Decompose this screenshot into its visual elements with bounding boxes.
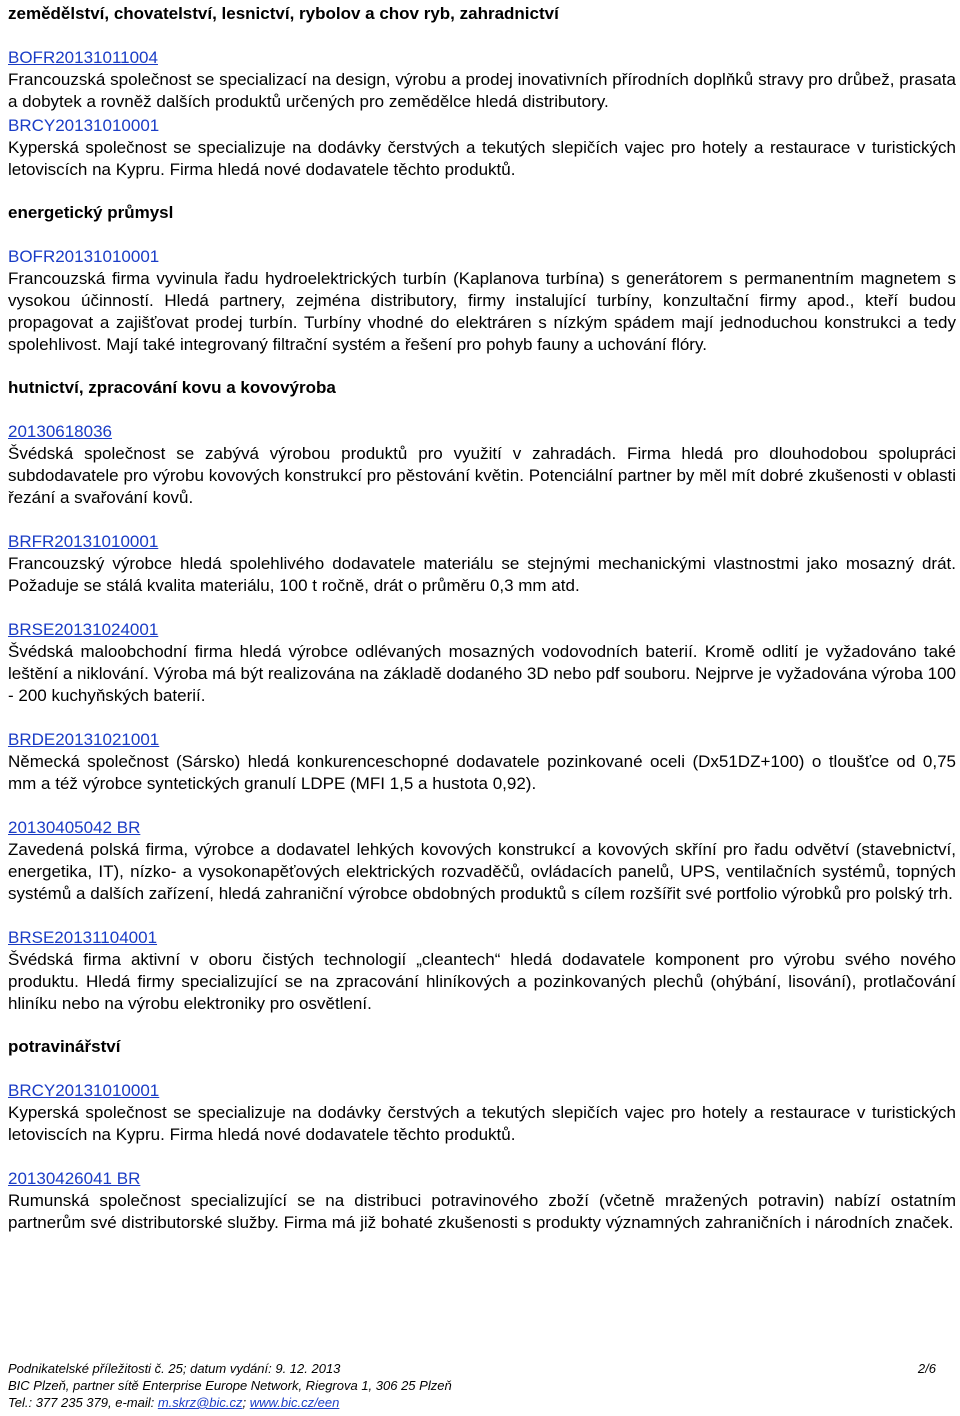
footer-separator: ; (242, 1395, 250, 1410)
footer-contact (8, 1394, 936, 1411)
section-food (8, 1036, 956, 1234)
entry-code-link[interactable]: BRSE20131104001 (8, 928, 158, 947)
entry-text: Švédská firma aktivní v oboru čistých technologií „cleantech“ hledá dodavatele komponent pro výrobu svého nového produktu. Hledá firmy specializující se na zpracování hliníkových a pozinkovaných plechů (ohýbání, lisování), protlačování hliníku nebo na výrobu elektroniky pro osvětlení. (8, 950, 956, 1013)
page-footer (8, 1360, 936, 1411)
email-link[interactable]: m.skrz@bic.cz (157, 1395, 243, 1410)
entry (8, 729, 956, 795)
entry-text: Kyperská společnost se specializuje na dodávky čerstvých a tekutých slepičích vajec pro hotely a restaurace v turistických letoviscích na Kypru. Firma hledá nové dodavatele těchto produktů. (8, 1103, 956, 1144)
entry (8, 817, 956, 905)
entry-code-link[interactable]: BRFR20131010001 (8, 532, 159, 551)
entry-text: Zavedená polská firma, výrobce a dodavatel lehkých kovových konstrukcí a kovových skříní pro řadu odvětví (stavebnictví, energetika, IT), nízko- a vysokonapěťových elektrických rozvaděčů, ovládacích panelů, UPS, ventilačních systémů, topných systémů a dalších zařízení, hledá zahraniční výrobce obdobných produktů s cílem rozšířit své portfolio výrobků pro polský trh. (8, 840, 956, 903)
entry-text: Francouzská společnost se specializací na design, výrobu a prodej inovativních přírodních doplňků stravy pro drůbež, prasata a dobytek a rovněž dalších produktů určených pro zemědělce hledá distributory. (8, 70, 956, 111)
section-agriculture (8, 3, 956, 181)
entry-text: Rumunská společnost specializující se na distribuci potravinového zboží (včetně mražených potravin) nabízí ostatním partnerům své distributorské služby. Firma má již bohaté zkušenosti s produkty významných zahraničních i národních značek. (8, 1191, 956, 1232)
entry (8, 531, 956, 597)
section-metallurgy (8, 377, 956, 1015)
entry (8, 1080, 956, 1146)
website-link[interactable]: www.bic.cz/een (249, 1395, 340, 1410)
entry (8, 927, 956, 1015)
entry (8, 421, 956, 509)
entry-code-link[interactable]: BRSE20131024001 (8, 620, 159, 639)
entry-code-link[interactable]: BRDE20131021001 (8, 730, 160, 749)
section-heading: hutnictví, zpracování kovu a kovovýroba (8, 378, 336, 397)
entry-text: Francouzský výrobce hledá spolehlivého dodavatele materiálu se stejnými mechanickými vlastnostmi jako mosazný drát. Požaduje se stálá kvalita materiálu, 100 t ročně, drát o průměru 0,3 mm atd. (8, 554, 956, 595)
document-page (8, 0, 956, 1234)
entry-text: Švédská maloobchodní firma hledá výrobce odlévaných mosazných vodovodních baterií. Kromě odlití je vyžadováno také leštění a niklování. Výroba má být realizována na základě dodaného 3D nebo pdf souboru. Nejprve je vyžadována výroba 100 - 200 kuchyňských baterií. (8, 642, 956, 705)
section-energy (8, 202, 956, 356)
entry-text: Švédská společnost se zabývá výrobou produktů pro využití v zahradách. Firma hledá pro dlouhodobou spolupráci subdodavatele pro výrobu kovových konstrukcí pro pěstování květin. Potenciální partner by měl mít dobré zkušenosti v oblasti řezání a svařování kovů. (8, 444, 956, 507)
entry-text: Německá společnost (Sársko) hledá konkurenceschopné dodavatele pozinkované oceli (Dx51DZ+100) o tloušťce od 0,75 mm a též výrobce syntetických granulí LDPE (MFI 1,5 a hustota 0,92). (8, 752, 956, 793)
entry-text: Francouzská firma vyvinula řadu hydroelektrických turbín (Kaplanova turbína) s generátorem s permanentním magnetem s vysokou účinností. Hledá partnery, zejména distributory, firmy instalující turbíny, konzultační firmy apod., kteří budou propagovat a zajišťovat prodej turbín. Turbíny vhodné do elektráren s nízkým spádem mají jednoduchou konstrukci a tedy spolehlivost. Mají také integrovaný filtrační systém a řešení pro pohyb fauny a uchování flóry. (8, 269, 956, 354)
section-heading: zemědělství, chovatelství, lesnictví, rybolov a chov ryb, zahradnictví (8, 4, 559, 23)
section-heading: energetický průmysl (8, 203, 174, 222)
footer-contact-prefix: Tel.: 377 235 379, e-mail: (8, 1395, 158, 1410)
entry-code-link[interactable]: BRCY20131010001 (8, 1081, 160, 1100)
page-number: 2/6 (917, 1361, 936, 1376)
entry-code-link[interactable]: 20130426041 BR (8, 1169, 141, 1188)
entry (8, 1168, 956, 1234)
entry (8, 115, 956, 181)
entry-text: Kyperská společnost se specializuje na dodávky čerstvých a tekutých slepičích vajec pro hotely a restaurace v turistických letoviscích na Kypru. Firma hledá nové dodavatele těchto produktů. (8, 138, 956, 179)
entry-code-link[interactable]: BOFR20131010001 (8, 247, 160, 266)
entry-code-link[interactable]: 20130405042 BR (8, 818, 141, 837)
entry (8, 246, 956, 356)
entry (8, 619, 956, 707)
footer-issue: Podnikatelské příležitosti č. 25; datum vydání: 9. 12. 2013 (8, 1361, 341, 1376)
entry (8, 47, 956, 113)
entry-code-link[interactable]: BOFR20131011004 (8, 48, 158, 67)
footer-issue-row (8, 1360, 936, 1377)
entry-code-link[interactable]: BRCY20131010001 (8, 116, 160, 135)
footer-address: BIC Plzeň, partner sítě Enterprise Europe Network, Riegrova 1, 306 25 Plzeň (8, 1378, 452, 1393)
entry-code-link[interactable]: 20130618036 (8, 422, 113, 441)
section-heading: potravinářství (8, 1037, 121, 1056)
